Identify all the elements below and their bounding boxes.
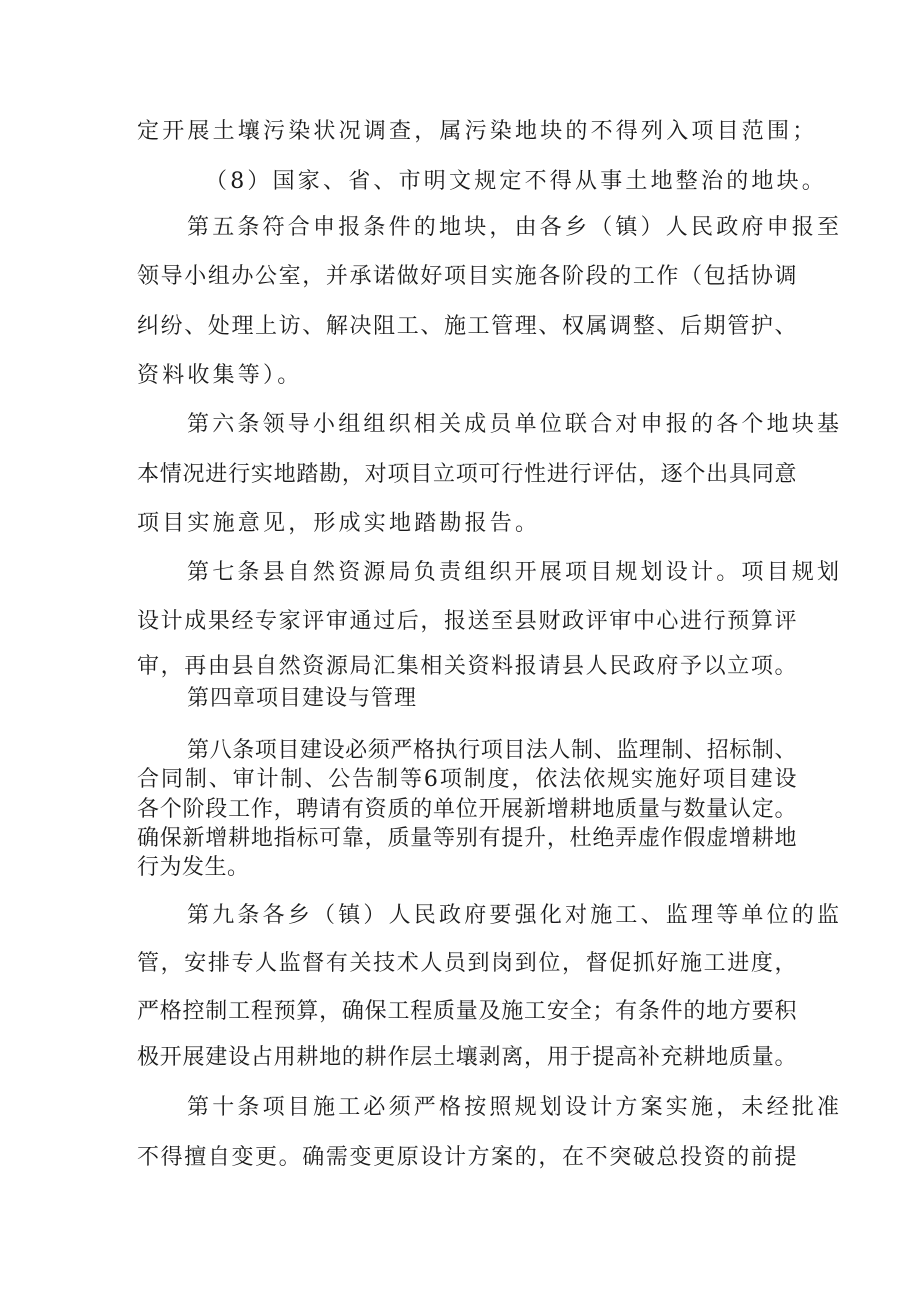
text-line-2: （8）国家、省、市明文规定不得从事土地整治的地块。 [205, 169, 827, 194]
text-line-19: 第九条各乡（镇）人民政府要强化对施工、监理等单位的监 [187, 903, 843, 928]
text-line-11: 设计成果经专家评审通过后，报送至县财政评审中心进行预算评 [137, 609, 797, 634]
text-line-14: 第八条项目建设必须严格执行项目法人制、监理制、招标制、 [187, 738, 797, 763]
text-line-3: 第五条符合申报条件的地块，由各乡（镇）人民政府申报至 [187, 215, 843, 240]
text-line-21: 严格控制工程预算，确保工程质量及施工安全；有条件的地方要积 [137, 999, 797, 1024]
text-line-9: 项目实施意见，形成实地踏勘报告。 [137, 511, 541, 536]
text-line-17: 确保新增耕地指标可靠，质量等别有提升，杜绝弄虚作假虚增耕地 [137, 826, 797, 851]
text-line-24: 不得擅自变更。确需变更原设计方案的，在不突破总投资的前提 [137, 1145, 797, 1170]
text-line-8: 本情况进行实地踏勘，对项目立项可行性进行评估，逐个出具同意 [137, 462, 797, 487]
text-line-4: 领导小组办公室，并承诺做好项目实施各阶段的工作（包括协调 [137, 264, 797, 289]
text-line-6: 资料收集等）。 [137, 363, 303, 388]
text-line-10: 第七条县自然资源局负责组织开展项目规划设计。项目规划 [187, 560, 843, 585]
text-line-18: 行为发生。 [137, 855, 250, 880]
chapter-heading: 第四章项目建设与管理 [187, 686, 418, 711]
text-line-15: 合同制、审计制、公告制等6项制度，依法依规实施好项目建设 [137, 767, 797, 792]
text-line-20: 管，安排专人监督有关技术人员到岗到位，督促抓好施工进度， [137, 951, 797, 976]
text-line-12: 审，再由县自然资源局汇集相关资料报请县人民政府予以立项。 [137, 654, 797, 679]
text-line-22: 极开展建设占用耕地的耕作层土壤剥离，用于提高补充耕地质量。 [137, 1045, 797, 1070]
text-line-7: 第六条领导小组组织相关成员单位联合对申报的各个地块基 [187, 412, 843, 437]
text-line-16: 各个阶段工作，聘请有资质的单位开展新增耕地质量与数量认定。 [137, 797, 797, 822]
text-line-1: 定开展土壤污染状况调查，属污染地块的不得列入项目范围； [137, 119, 818, 144]
text-line-23: 第十条项目施工必须严格按照规划设计方案实施，未经批准 [187, 1095, 843, 1120]
text-line-5: 纠纷、处理上访、解决阻工、施工管理、权属调整、后期管护、 [137, 314, 797, 339]
